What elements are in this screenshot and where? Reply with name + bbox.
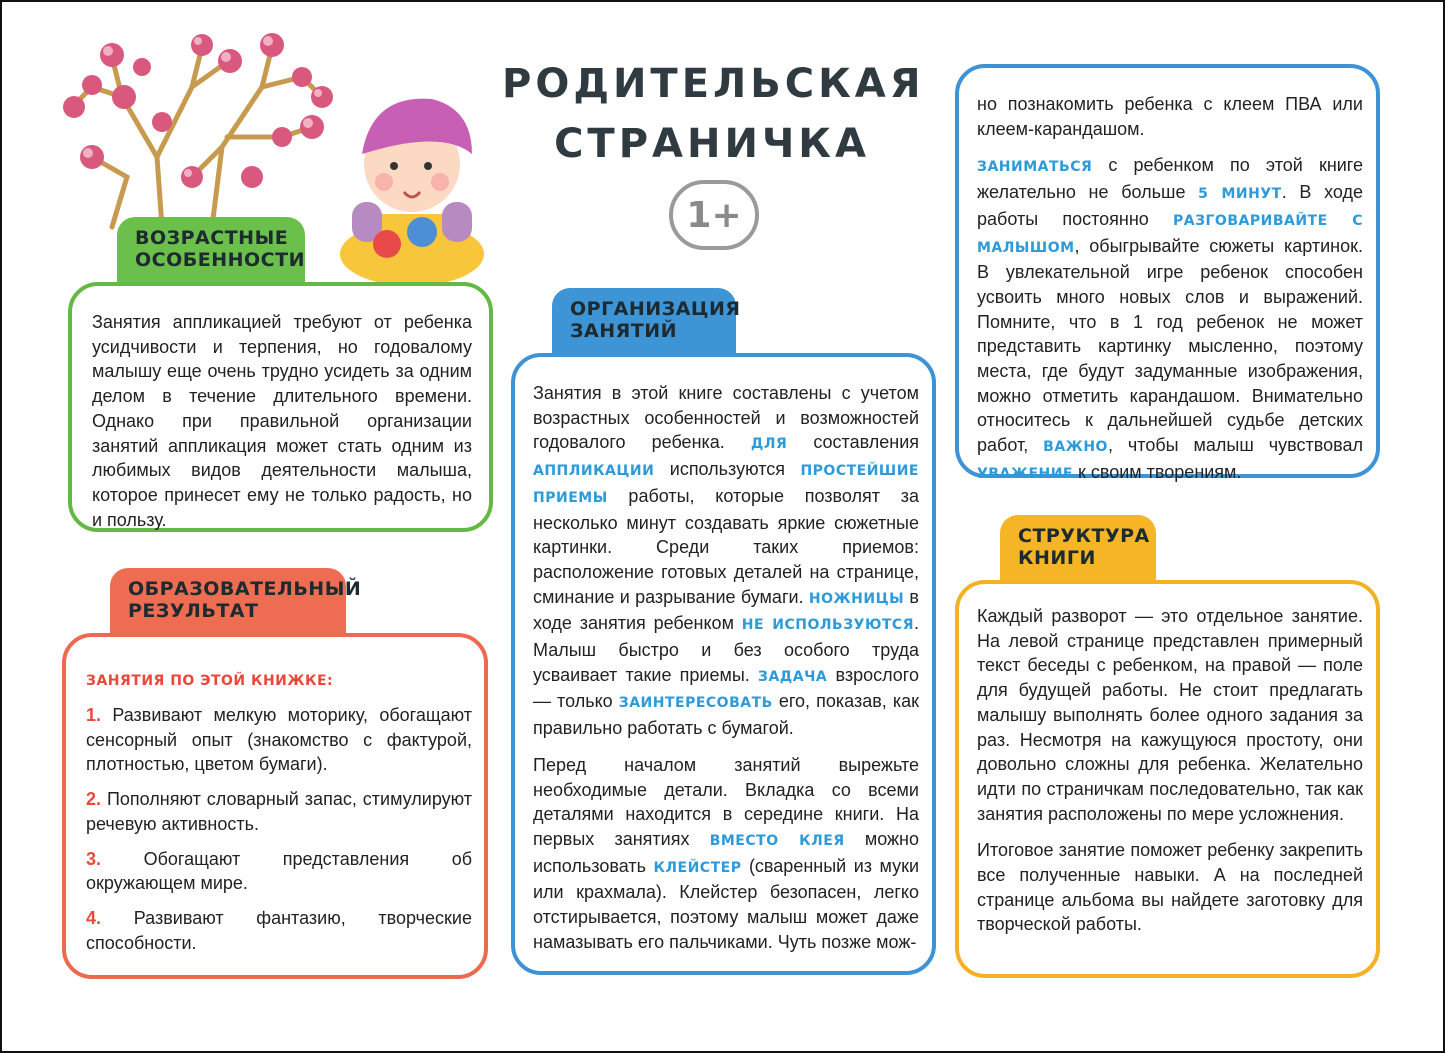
list-item-text: Пополняют словарный запас, стимулируют речевую активность. — [86, 789, 472, 834]
structure-paragraph-2: Итоговое занятие поможет ребенку закрепить все полученные навыки. А на последней странице альбома вы найдете заготовку для творческой работы. — [977, 840, 1363, 935]
keyword: ЗАИНТЕРЕСОВАТЬ — [618, 695, 773, 712]
structure-paragraph-1: Каждый разворот — это отдельное занятие. На левой странице представлен примерный текст беседы с ребенком, на правой — поле для будущей работы. Не стоит предлагать малышу выполнять более одного задания за раз. Несмотря на кажущуюся простоту, они довольно сложны для ребенка. Желательно идти по страничкам последовательно, так как занятия расположены по мере усложнения. — [977, 606, 1363, 824]
text-run: . В ходе работы постоянно — [977, 182, 1364, 229]
text-run: Занятия в этой книге составлены с учетом возрастных особенностей и возможностей годовалого ребенка. — [533, 383, 919, 453]
keyword: ПРОСТЕЙШИЕ ПРИЕМЫ — [533, 463, 919, 506]
text-run: , обыгрывайте сюжеты картинок. В увлекательной игре ребенок способен усвоить много новых слов и выражений. Помните, что в 1 год ребенок не может представить картинку мысленно, поэтому места, где будут задуманные изображения, можно отметить карандашом. Внимательно относитесь к дальнейшей судьбе детских работ, — [977, 235, 1363, 456]
keyword: 5 МИНУТ — [1198, 186, 1282, 203]
card-organization-continued — [955, 64, 1380, 482]
keyword: АППЛИКАЦИИ — [533, 463, 655, 480]
keyword: ВАЖНО — [1043, 439, 1108, 456]
page-title — [502, 54, 925, 174]
title-line-2: СТРАНИЧКА — [554, 121, 870, 167]
keyword: ЗАДАЧА — [758, 668, 828, 685]
card-organization — [511, 353, 936, 975]
text-run: его, показав, как правильно работать с бумагой. — [533, 691, 919, 739]
title-line-1: РОДИТЕЛЬСКАЯ — [502, 61, 925, 107]
text-run: (сваренный из муки или крахмала). Клейстер безопасен, легко отстирывается, поэтому малыш может даже намазывать его пальчиками. Чуть позже мож- — [533, 855, 919, 952]
book-structure-text — [977, 604, 1363, 949]
result-list — [86, 703, 472, 955]
text-run: составления — [787, 432, 920, 453]
list-item — [86, 703, 472, 777]
tab-organization: ОРГАНИЗАЦИЯ ЗАНЯТИЙ — [552, 288, 736, 356]
keyword: КЛЕЙСТЕР — [653, 859, 742, 876]
text-run: взрослого — только — [533, 664, 919, 712]
keyword: УВАЖЕНИЕ — [977, 465, 1073, 482]
keyword: ДЛЯ — [750, 436, 788, 453]
educational-result-body — [86, 673, 472, 965]
keyword: НЕ ИСПОЛЬЗУЮТСЯ — [741, 617, 914, 634]
text-run: можно использовать — [533, 828, 919, 876]
card-age-features — [68, 282, 493, 532]
text-run: . Малыш быстро и без особого труда усваивает такие приемы. — [533, 613, 919, 685]
organization-paragraph-2 — [533, 753, 919, 955]
list-item-number: 1. — [86, 705, 113, 725]
age-features-text: Занятия аппликацией требуют от ребенка усидчивости и терпения, но годовалому малышу еще очень трудно усидеть за одним делом в течение длительного времени. Однако при правильной организации занятий аппликация может стать одним из любимых видов деятельности малыша, которое принесет ему не только радость, но и пользу. — [92, 312, 472, 530]
card-educational-result — [62, 633, 488, 979]
list-item — [86, 906, 472, 955]
card-book-structure — [955, 580, 1380, 978]
list-item-text: Развивают мелкую моторику, обогащают сенсорный опыт (знакомство с фактурой, плотностью, цветом бумаги). — [86, 705, 472, 775]
text-run: Перед началом занятий вырежьте необходимые детали. Вкладка со всеми деталями находится в середине книги. На первых занятиях — [533, 754, 919, 849]
list-item-number: 2. — [86, 789, 107, 810]
list-item-number: 3. — [86, 848, 144, 869]
text-run: , чтобы малыш чувствовал — [1107, 435, 1363, 456]
keyword: ЗАНИМАТЬСЯ — [977, 159, 1093, 176]
result-heading: ЗАНЯТИЯ ПО ЭТОЙ КНИЖКЕ: — [86, 673, 334, 689]
text-run: с ребенком по этой книге желательно не больше — [977, 155, 1363, 203]
organization-continued-text — [977, 92, 1363, 499]
continued-paragraph-1 — [977, 92, 1363, 141]
list-item-number: 4. — [86, 907, 134, 928]
tab-book-structure: СТРУКТУРА КНИГИ — [1000, 515, 1156, 583]
organization-text — [533, 381, 919, 966]
keyword: РАЗГОВАРИВАЙТЕ С МАЛЫШОМ — [977, 212, 1363, 256]
list-item-text: Развивают фантазию, творческие способности. — [86, 907, 472, 953]
continued-paragraph-2 — [977, 153, 1363, 486]
tab-age-features: ВОЗРАСТНЫЕ ОСОБЕННОСТИ — [117, 217, 305, 285]
baby-illustration — [332, 84, 492, 289]
list-item — [86, 847, 472, 896]
list-item — [86, 787, 472, 836]
list-item-text: Обогащают представления об окружающем мире. — [86, 848, 473, 894]
flower-branches-illustration — [52, 27, 342, 237]
text-run: но познакомить ребенка с клеем ПВА или клеем-карандашом. — [977, 94, 1363, 139]
text-run: используются — [654, 459, 801, 480]
text-run: к своим творениям. — [1073, 461, 1242, 482]
keyword: ВМЕСТО КЛЕЯ — [709, 832, 845, 849]
keyword: НОЖНИЦЫ — [808, 590, 905, 607]
tab-educational-result: ОБРАЗОВАТЕЛЬНЫЙ РЕЗУЛЬТАТ — [110, 568, 346, 636]
text-run: работы, которые позволят за несколько минут создавать яркие сюжетные картинки. Среди таких приемов: расположение готовых деталей на странице, сминание и разрывание бумаги. — [533, 485, 919, 607]
text-run: в ходе занятия ребенком — [533, 586, 919, 634]
organization-paragraph-1 — [533, 381, 919, 741]
age-badge: 1+ — [669, 180, 759, 250]
